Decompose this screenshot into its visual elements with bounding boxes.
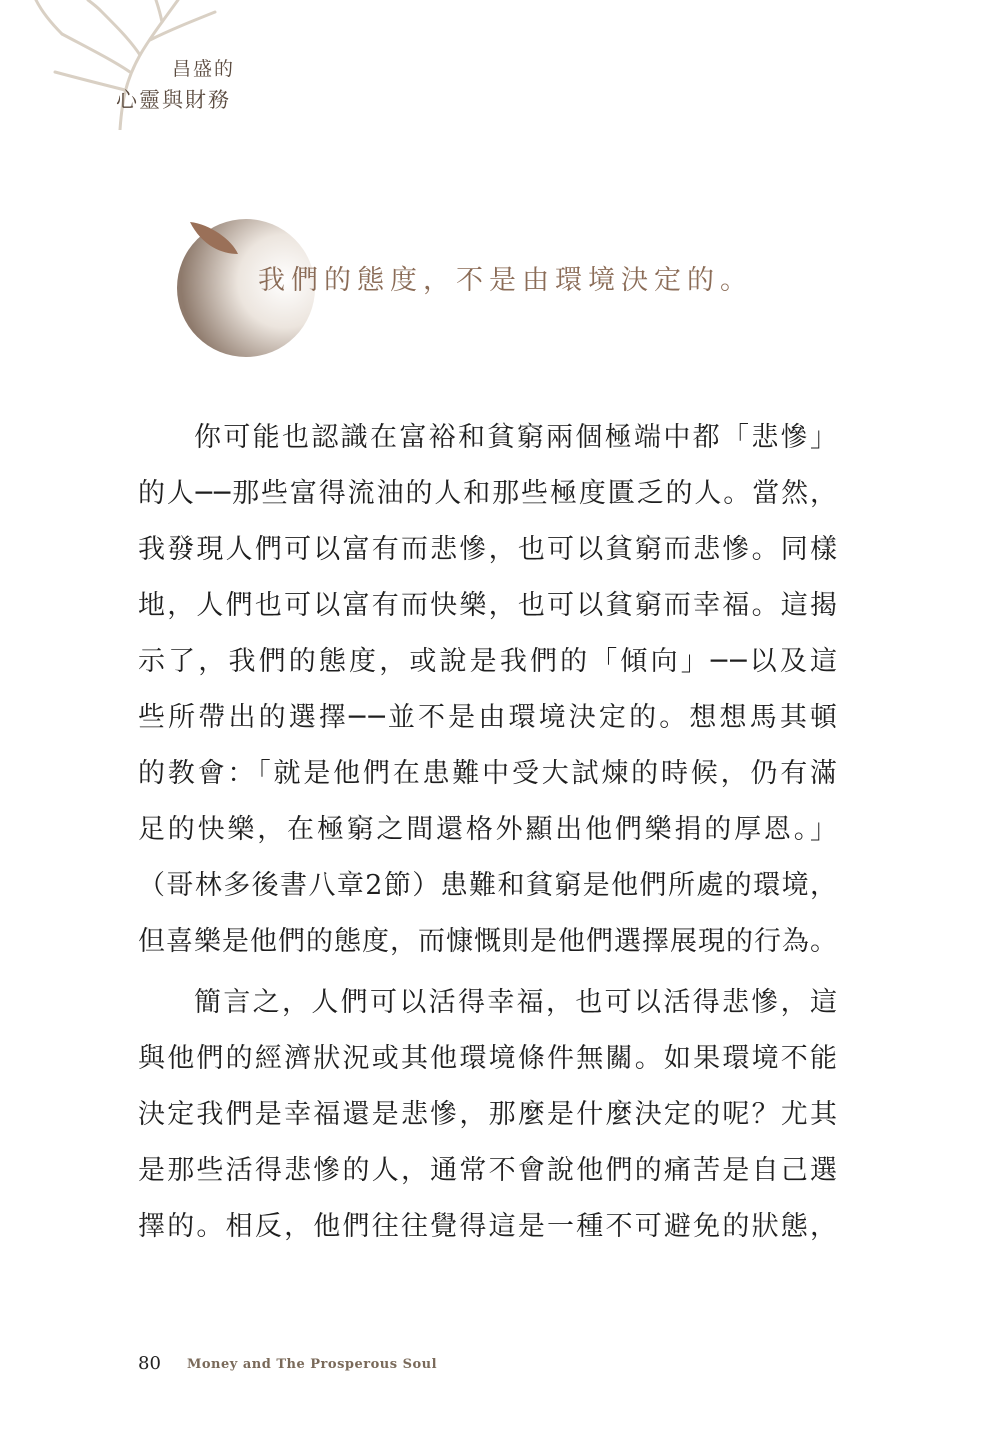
text-line: 簡言之，人們可以活得幸福，也可以活得悲慘，這 (194, 987, 840, 1018)
text-line: 些所帶出的選擇──並不是由環境決定的。想想馬其頓 (138, 702, 841, 733)
text-line: 的人──那些富得流油的人和那些極度匱乏的人。當然， (138, 478, 839, 509)
paragraph-1 (138, 410, 841, 970)
text-line: 是那些活得悲慘的人，通常不會說他們的痛苦是自己選 (138, 1155, 840, 1186)
text-line: 的教會：「就是他們在患難中受大試煉的時候，仍有滿 (138, 758, 840, 789)
text-line: （哥林多後書八章2節）患難和貧窮是他們所處的環境， (138, 870, 839, 901)
running-footer-title: Money and The Prosperous Soul (187, 1357, 438, 1372)
text-line: 我發現人們可以富有而悲慘，也可以貧窮而悲慘。同樣 (138, 534, 840, 565)
text-line: 地，人們也可以富有而快樂，也可以貧窮而幸福。這揭 (138, 590, 840, 621)
text-line: 擇的。相反，他們往往覺得這是一種不可避免的狀態， (138, 1211, 840, 1242)
text-line: 決定我們是幸福還是悲慘，那麼是什麼決定的呢？尤其 (138, 1099, 840, 1130)
text-line: 足的快樂，在極窮之間還格外顯出他們樂捐的厚恩。」 (138, 814, 840, 845)
text-line: 與他們的經濟狀況或其他環境條件無關。如果環境不能 (138, 1043, 840, 1074)
page-number: 80 (138, 1353, 161, 1374)
text-line: 你可能也認識在富裕和貧窮兩個極端中都「悲慘」 (194, 422, 840, 453)
paragraph-2 (138, 975, 838, 1255)
pull-quote: 我們的態度，不是由環境決定的。 (258, 265, 753, 296)
header-title-line2: 心靈與財務 (116, 88, 231, 112)
text-line: 示了，我們的態度，或說是我們的「傾向」──以及這 (138, 646, 841, 677)
header-title-line1: 昌盛的 (172, 58, 236, 80)
text-line: 但喜樂是他們的態度，而慷慨則是他們選擇展現的行為。 (138, 926, 838, 957)
